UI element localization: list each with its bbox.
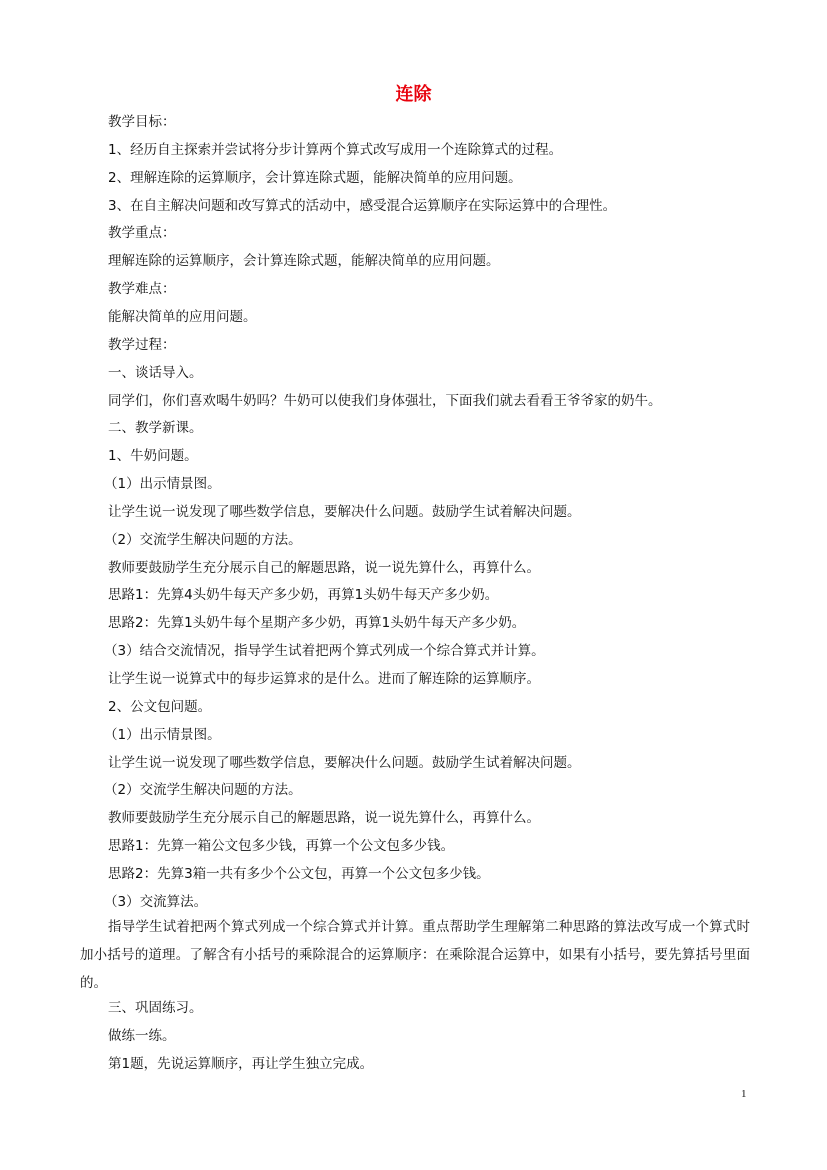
text-line: （2）交流学生解决问题的方法。 (104, 532, 302, 548)
text-line: （1）出示情景图。 (104, 727, 221, 743)
text-line: 让学生说一说算式中的每步运算求的是什么。进而了解连除的运算顺序。 (108, 671, 540, 687)
text-line: 教师要鼓励学生充分展示自己的解题思路，说一说先算什么，再算什么。 (108, 810, 540, 826)
text-line: 思路2：先算3箱一共有多少个公文包，再算一个公文包多少钱。 (108, 866, 490, 882)
text-line: 思路1：先算一箱公文包多少钱，再算一个公文包多少钱。 (108, 838, 455, 854)
document-title: 连除 (395, 84, 432, 105)
text-line: 让学生说一说发现了哪些数学信息，要解决什么问题。鼓励学生试着解决问题。 (108, 755, 581, 771)
text-line: 教学重点： (108, 225, 176, 241)
text-line: 2、公文包问题。 (108, 699, 212, 715)
page-number: 1 (741, 1088, 747, 1100)
text-line: 3、在自主解决问题和改写算式的活动中，感受混合运算顺序在实际运算中的合理性。 (108, 198, 617, 214)
text-line: 三、巩固练习。 (108, 1000, 203, 1016)
body-paragraph: 指导学生试着把两个算式列成一个综合算式并计算。重点帮助学生理解第二种思路的算法改写成一个算式时加小括号的道理。了解含有小括号的乘除混合的运算顺序：在乘除混合运算中，如果有小括号，要先算括号里面的。 (80, 919, 750, 991)
text-line: 思路1：先算4头奶牛每天产多少奶，再算1头奶牛每天产多少奶。 (108, 587, 499, 603)
text-line: 思路2：先算1头奶牛每个星期产多少奶，再算1头奶牛每天产多少奶。 (108, 615, 526, 631)
text-line: 第1题，先说运算顺序，再让学生独立完成。 (108, 1056, 374, 1072)
text-line: （1）出示情景图。 (104, 476, 221, 492)
text-line: 2、理解连除的运算顺序，会计算连除式题，能解决简单的应用问题。 (108, 170, 522, 186)
text-line: 教师要鼓励学生充分展示自己的解题思路，说一说先算什么，再算什么。 (108, 560, 540, 576)
text-line: 教学目标： (108, 114, 176, 130)
text-line: （2）交流学生解决问题的方法。 (104, 782, 302, 798)
text-line: 理解连除的运算顺序，会计算连除式题，能解决简单的应用问题。 (108, 253, 500, 269)
text-line: 让学生说一说发现了哪些数学信息，要解决什么问题。鼓励学生试着解决问题。 (108, 504, 581, 520)
text-line: 教学过程： (108, 337, 176, 353)
text-line: （3）交流算法。 (104, 894, 208, 910)
text-line: 做练一练。 (108, 1028, 176, 1044)
text-line: 教学难点： (108, 281, 176, 297)
text-line: 能解决简单的应用问题。 (108, 309, 257, 325)
text-line: 二、教学新课。 (108, 420, 203, 436)
text-line: 一、谈话导入。 (108, 365, 203, 381)
text-line: 1、牛奶问题。 (108, 448, 198, 464)
text-line: （3）结合交流情况，指导学生试着把两个算式列成一个综合算式并计算。 (104, 643, 545, 659)
text-line: 同学们，你们喜欢喝牛奶吗？牛奶可以使我们身体强壮，下面我们就去看看王爷爷家的奶牛。 (108, 393, 662, 409)
text-line: 1、经历自主探索并尝试将分步计算两个算式改写成用一个连除算式的过程。 (108, 142, 563, 158)
